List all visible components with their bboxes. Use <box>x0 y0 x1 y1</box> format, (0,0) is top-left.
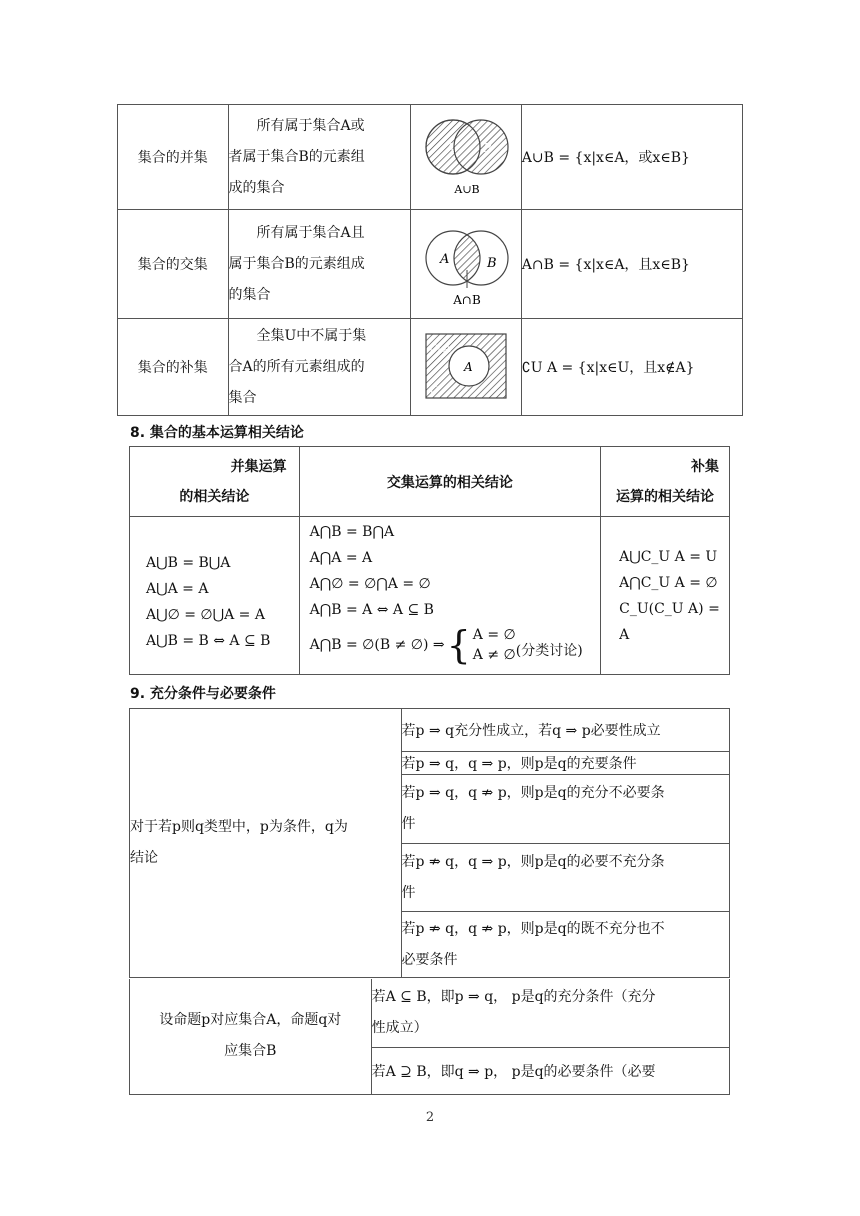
page-number: 2 <box>425 1110 435 1125</box>
case-note: (分类讨论) <box>515 643 583 659</box>
conditions-right2-row1 <box>371 979 729 1047</box>
svg-text:B: B <box>482 141 492 155</box>
conditions-right2-row1-line1: 若A ⊆ B，即p ⇒ q， p是q的充分条件（充分 <box>371 988 656 1005</box>
conditions-right2-row2-line1: 若A ⊇ B，即q ⇒ p， p是q的必要条件（必要 <box>371 1063 656 1080</box>
intersection-row <box>118 210 743 319</box>
intersection-rule-5 <box>310 625 600 665</box>
intersection-venn-caption: A∩B <box>453 293 481 307</box>
conditions-right1-row5-line2: 必要条件 <box>401 951 458 968</box>
conditions-right1-row4 <box>401 844 729 912</box>
intersection-desc <box>228 210 410 319</box>
basic-operations-table <box>129 446 730 675</box>
complement-rule-2: A⋂C_U A = ∅ <box>619 574 718 591</box>
intersection-rule-2: A⋂A = A <box>309 550 373 566</box>
conditions-right2-row1-line2: 性成立） <box>371 1019 428 1036</box>
conditions-right1-row3 <box>401 775 729 844</box>
conditions-right1-row4-line2: 件 <box>401 884 416 901</box>
conditions-left1-line2: 结论 <box>130 850 158 866</box>
complement-rule-3: C_U(C_U A) = A <box>619 600 720 643</box>
union-venn-diagram <box>411 105 521 205</box>
complement-formula: ∁U A = {x|x∈U，且x∉A} <box>521 319 742 416</box>
conditions-left1 <box>130 709 402 978</box>
complement-name: 集合的补集 <box>118 319 229 416</box>
intersection-desc-line2: 属于集合B的元素组成 <box>228 255 365 272</box>
section8-body-row <box>130 517 730 675</box>
complement-header-line2: 运算的相关结论 <box>616 488 715 505</box>
conditions-left2-line2: 应集合B <box>224 1043 277 1060</box>
complement-rule-1: A⋃C_U A = U <box>619 548 718 565</box>
union-name: 集合的并集 <box>118 105 229 210</box>
intersection-desc-line1: 所有属于集合A且 <box>256 224 365 241</box>
union-header-line1: 并集运算 <box>230 458 287 475</box>
conditions-right2-row2 <box>371 1047 729 1094</box>
complement-header-line1: 补集 <box>691 458 719 475</box>
svg-text:A: A <box>445 141 455 155</box>
case-2: A ≠ ∅ <box>472 647 516 663</box>
conditions-right1-row1 <box>401 709 729 752</box>
union-desc-line2: 者属于集合B的元素组 <box>228 148 365 165</box>
complement-row <box>118 319 743 416</box>
svg-text:B: B <box>486 256 497 271</box>
union-row <box>118 105 743 210</box>
complement-rules <box>601 517 730 675</box>
complement-desc-line1: 全集U中不属于集 <box>256 327 367 344</box>
case-1: A = ∅ <box>472 627 516 643</box>
intersection-venn-cell <box>410 210 521 319</box>
complement-venn-diagram <box>411 320 521 410</box>
conditions-left1-line1: 对于若p则q类型中，p为条件，q为 <box>130 819 348 835</box>
intersection-desc-line3: 的集合 <box>228 286 271 303</box>
conditions-right1-row5-line1: 若p ⇏ q，q ⇏ p，则p是q的既不充分也不 <box>401 920 665 937</box>
union-header <box>130 447 300 517</box>
svg-text:CUA: CUA <box>429 344 451 355</box>
complement-desc-line2: 合A的所有元素组成的 <box>228 358 365 375</box>
conditions-table-1 <box>129 708 730 978</box>
complement-desc-line3: 集合 <box>228 389 257 406</box>
conditions-right1-row5 <box>401 912 729 978</box>
union-rule-2: A⋃A = A <box>146 580 209 597</box>
intersection-name: 集合的交集 <box>118 210 229 319</box>
conditions-right1-row2-text: 若p ⇒ q，q ⇒ p，则p是q的充要条件 <box>401 756 637 772</box>
conditions-right1-row3-line2: 件 <box>401 816 416 832</box>
complement-venn-cell <box>410 319 521 416</box>
intersection-rule-5-lhs: A⋂B = ∅(B ≠ ∅) ⇒ <box>309 637 445 653</box>
section9-title: 9. 充分条件与必要条件 <box>130 686 276 702</box>
union-desc-line3: 成的集合 <box>228 179 285 196</box>
union-venn-caption: A∪B <box>454 183 480 196</box>
conditions-right1-row3-line1: 若p ⇒ q，q ⇏ p，则p是q的充分不必要条 <box>401 785 665 801</box>
union-rules <box>130 517 300 675</box>
union-header-line2: 的相关结论 <box>179 488 250 505</box>
svg-text:U: U <box>429 386 439 397</box>
conditions-right1-row1-text: 若p ⇒ q充分性成立，若q ⇒ p必要性成立 <box>401 723 661 739</box>
complement-header <box>601 447 730 517</box>
intersection-formula: A∩B = {x|x∈A，且x∈B} <box>521 210 742 319</box>
union-desc-line1: 所有属于集合A或 <box>256 117 365 134</box>
conditions-left2-line1: 设命题p对应集合A，命题q对 <box>159 1012 342 1029</box>
union-rule-4: A⋃B = B ⇔ A ⊆ B <box>146 632 271 649</box>
brace-icon: { <box>446 623 471 667</box>
union-desc <box>228 105 410 210</box>
intersection-header: 交集运算的相关结论 <box>299 447 600 517</box>
intersection-rule-3: A⋂∅ = ∅⋂A = ∅ <box>309 576 431 592</box>
intersection-rule-4: A⋂B = A ⇔ A ⊆ B <box>309 602 434 618</box>
union-rule-3: A⋃∅ = ∅⋃A = A <box>146 606 265 623</box>
intersection-rules <box>299 517 600 675</box>
svg-text:A: A <box>439 252 450 267</box>
conditions-right1-row4-line1: 若p ⇏ q，q ⇒ p，则p是q的必要不充分条 <box>401 853 665 870</box>
case-list <box>473 625 516 665</box>
intersection-venn-diagram <box>411 210 521 314</box>
set-operations-table <box>117 104 743 416</box>
union-rule-1: A⋃B = B⋃A <box>146 554 231 571</box>
section8-title: 8. 集合的基本运算相关结论 <box>130 425 304 441</box>
conditions-right1-row2 <box>401 752 729 775</box>
conditions-left2 <box>130 979 372 1094</box>
union-formula: A∪B = {x|x∈A，或x∈B} <box>521 105 742 210</box>
section8-header-row <box>130 447 730 517</box>
union-venn-cell <box>410 105 521 210</box>
intersection-rule-1: A⋂B = B⋂A <box>309 524 395 540</box>
conditions-table-2 <box>129 979 730 1095</box>
complement-desc <box>228 319 410 416</box>
svg-text:A: A <box>463 360 473 374</box>
